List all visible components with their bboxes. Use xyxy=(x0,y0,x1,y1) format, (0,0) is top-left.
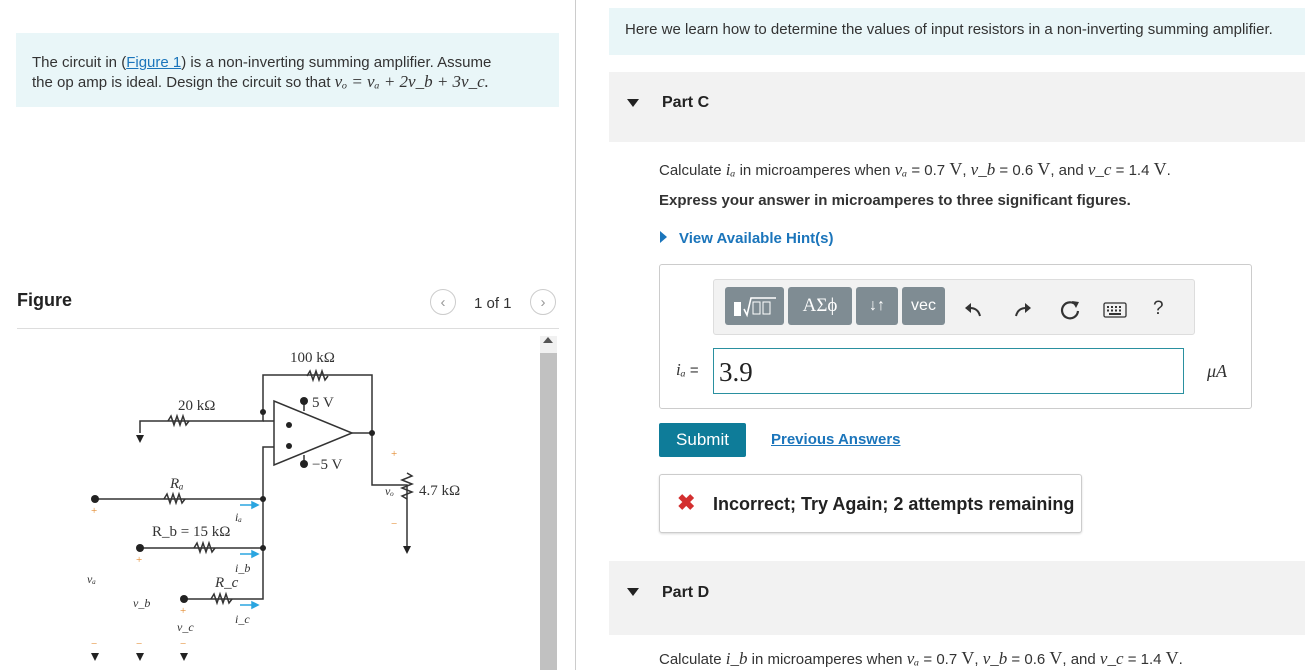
vc-unit: V xyxy=(1153,159,1167,179)
question-pre: Calculate xyxy=(659,651,722,668)
part-c-title: Part C xyxy=(662,94,710,111)
submit-button[interactable]: Submit xyxy=(659,423,746,457)
chevron-right-icon: › xyxy=(540,293,546,311)
intro-box xyxy=(609,8,1305,55)
va-label: vₐ xyxy=(87,572,96,586)
figure-counter: 1 of 1 xyxy=(474,295,512,312)
question-pre: Calculate xyxy=(659,162,722,179)
intro-text: Here we learn how to determine the values of input resistors in a non-inverting summing amplifier. xyxy=(625,21,1273,38)
part-c-question: Calculate iₐ in microamperes when vₐ = 0.7 V, v_b = 0.6 V, and v_c = 1.4 V. xyxy=(659,159,1171,179)
rb-label: R_b = 15 kΩ xyxy=(152,524,231,540)
figure-1-link[interactable]: Figure 1 xyxy=(126,54,182,71)
va-var: vₐ xyxy=(906,649,920,668)
svg-text:+: + xyxy=(180,605,187,617)
vb-value: = 0.6 xyxy=(999,162,1034,179)
design-equation: vₒ = vₐ + 2v_b + 3v_c. xyxy=(334,72,489,91)
va-value: = 0.7 xyxy=(911,162,946,179)
supply-pos-label: 5 V xyxy=(312,395,334,411)
part-d-title: Part D xyxy=(662,584,710,601)
ib-label: i_b xyxy=(235,561,251,575)
vb-var: v_b xyxy=(982,649,1008,668)
svg-text:−: − xyxy=(391,518,398,530)
svg-text:+: + xyxy=(91,505,98,517)
vc-unit: V xyxy=(1165,648,1179,668)
vc-value: = 1.4 xyxy=(1127,651,1162,668)
vb-unit: V xyxy=(1037,159,1051,179)
hint-caret-icon[interactable] xyxy=(660,231,667,243)
ic-label: i_c xyxy=(235,612,250,626)
problem-statement xyxy=(32,53,542,92)
answer-unit: μA xyxy=(1207,361,1228,381)
answer-input[interactable] xyxy=(713,348,1184,394)
answer-variable-label xyxy=(676,360,699,380)
svg-text:−: − xyxy=(180,638,187,650)
previous-answers-link[interactable]: Previous Answers xyxy=(771,431,901,448)
error-x-icon: ✖ xyxy=(677,490,696,515)
figure-next-button[interactable] xyxy=(530,289,556,315)
caret-down-icon xyxy=(627,588,639,596)
chevron-left-icon: ‹ xyxy=(440,293,446,311)
vc-var: v_c xyxy=(1099,649,1124,668)
r-feedback-label: 100 kΩ xyxy=(290,350,335,366)
vb-unit: V xyxy=(1049,648,1063,668)
feedback-message: Incorrect; Try Again; 2 attempts remaining xyxy=(713,494,1075,514)
subscript-superscript-button[interactable]: ↓↑ xyxy=(856,287,898,325)
ia-label: iₐ xyxy=(235,510,242,524)
va-var: vₐ xyxy=(894,160,908,179)
keyboard-icon[interactable] xyxy=(1103,302,1127,318)
problem-text-line2: the op amp is ideal. Design the circuit so that xyxy=(32,74,331,91)
scroll-up-arrow-icon[interactable] xyxy=(543,337,553,343)
figure-scrollbar-thumb[interactable] xyxy=(540,353,557,670)
and-text: , and xyxy=(1062,651,1096,668)
question-mid: in microamperes when xyxy=(739,162,891,179)
caret-down-icon xyxy=(627,99,639,107)
help-icon[interactable]: ? xyxy=(1153,298,1164,319)
va-value: = 0.7 xyxy=(923,651,958,668)
r-ground-label: 20 kΩ xyxy=(178,398,216,414)
answer-eq: = xyxy=(689,362,699,379)
vb-label: v_b xyxy=(133,596,151,610)
undo-icon[interactable] xyxy=(962,299,984,321)
svg-text:+: + xyxy=(391,448,398,460)
vc-var: v_c xyxy=(1087,160,1112,179)
part-d-question: Calculate i_b in microamperes when vₐ = 0.7 V, v_b = 0.6 V, and v_c = 1.4 V. xyxy=(659,648,1183,668)
vc-label: v_c xyxy=(177,620,194,634)
reset-icon[interactable] xyxy=(1059,299,1081,321)
greek-symbols-button[interactable]: ΑΣϕ xyxy=(788,287,852,325)
vo-label: vₒ xyxy=(385,484,394,498)
template-sqrt-icon xyxy=(732,294,778,318)
va-unit: V xyxy=(949,159,963,179)
question-var: i_b xyxy=(725,649,748,668)
svg-text:+: + xyxy=(136,554,143,566)
ra-label: Rₐ xyxy=(170,476,184,492)
question-mid: in microamperes when xyxy=(751,651,903,668)
figure-heading: Figure xyxy=(17,290,73,310)
pane-divider[interactable] xyxy=(575,0,576,670)
answer-var: iₐ xyxy=(676,360,686,379)
redo-icon[interactable] xyxy=(1012,299,1034,321)
view-hints-link[interactable]: View Available Hint(s) xyxy=(679,230,834,247)
problem-text-post: ) is a non-inverting summing amplifier. Assume xyxy=(181,54,492,71)
figure-prev-button[interactable] xyxy=(430,289,456,315)
va-unit: V xyxy=(961,648,975,668)
express-instruction: Express your answer in microamperes to three significant figures. xyxy=(659,192,1131,209)
vector-button[interactable]: vec xyxy=(902,287,945,325)
circuit-diagram xyxy=(60,335,540,670)
part-d-header[interactable] xyxy=(609,561,1305,635)
template-button[interactable] xyxy=(725,287,784,325)
supply-neg-label: −5 V xyxy=(312,457,343,473)
svg-text:−: − xyxy=(91,638,98,650)
part-c-header[interactable] xyxy=(609,72,1305,142)
svg-text:−: − xyxy=(136,638,143,650)
rc-label: R_c xyxy=(215,575,239,591)
question-var: iₐ xyxy=(725,160,736,179)
and-text: , and xyxy=(1050,162,1084,179)
problem-statement-box xyxy=(16,33,559,107)
vb-var: v_b xyxy=(970,160,996,179)
vb-value: = 0.6 xyxy=(1011,651,1046,668)
figure-divider xyxy=(17,328,559,329)
vc-value: = 1.4 xyxy=(1115,162,1150,179)
problem-text-pre: The circuit in ( xyxy=(32,54,127,71)
r-load-label: 4.7 kΩ xyxy=(419,483,461,499)
